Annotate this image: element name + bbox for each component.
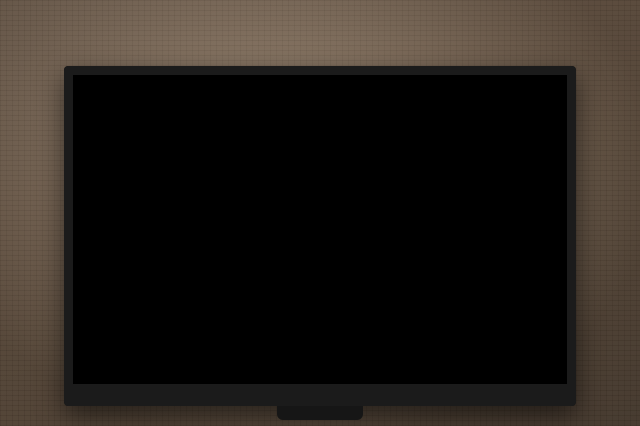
monitor [64,66,576,406]
monitor-stand [277,406,363,420]
monitor-bezel [64,66,576,406]
